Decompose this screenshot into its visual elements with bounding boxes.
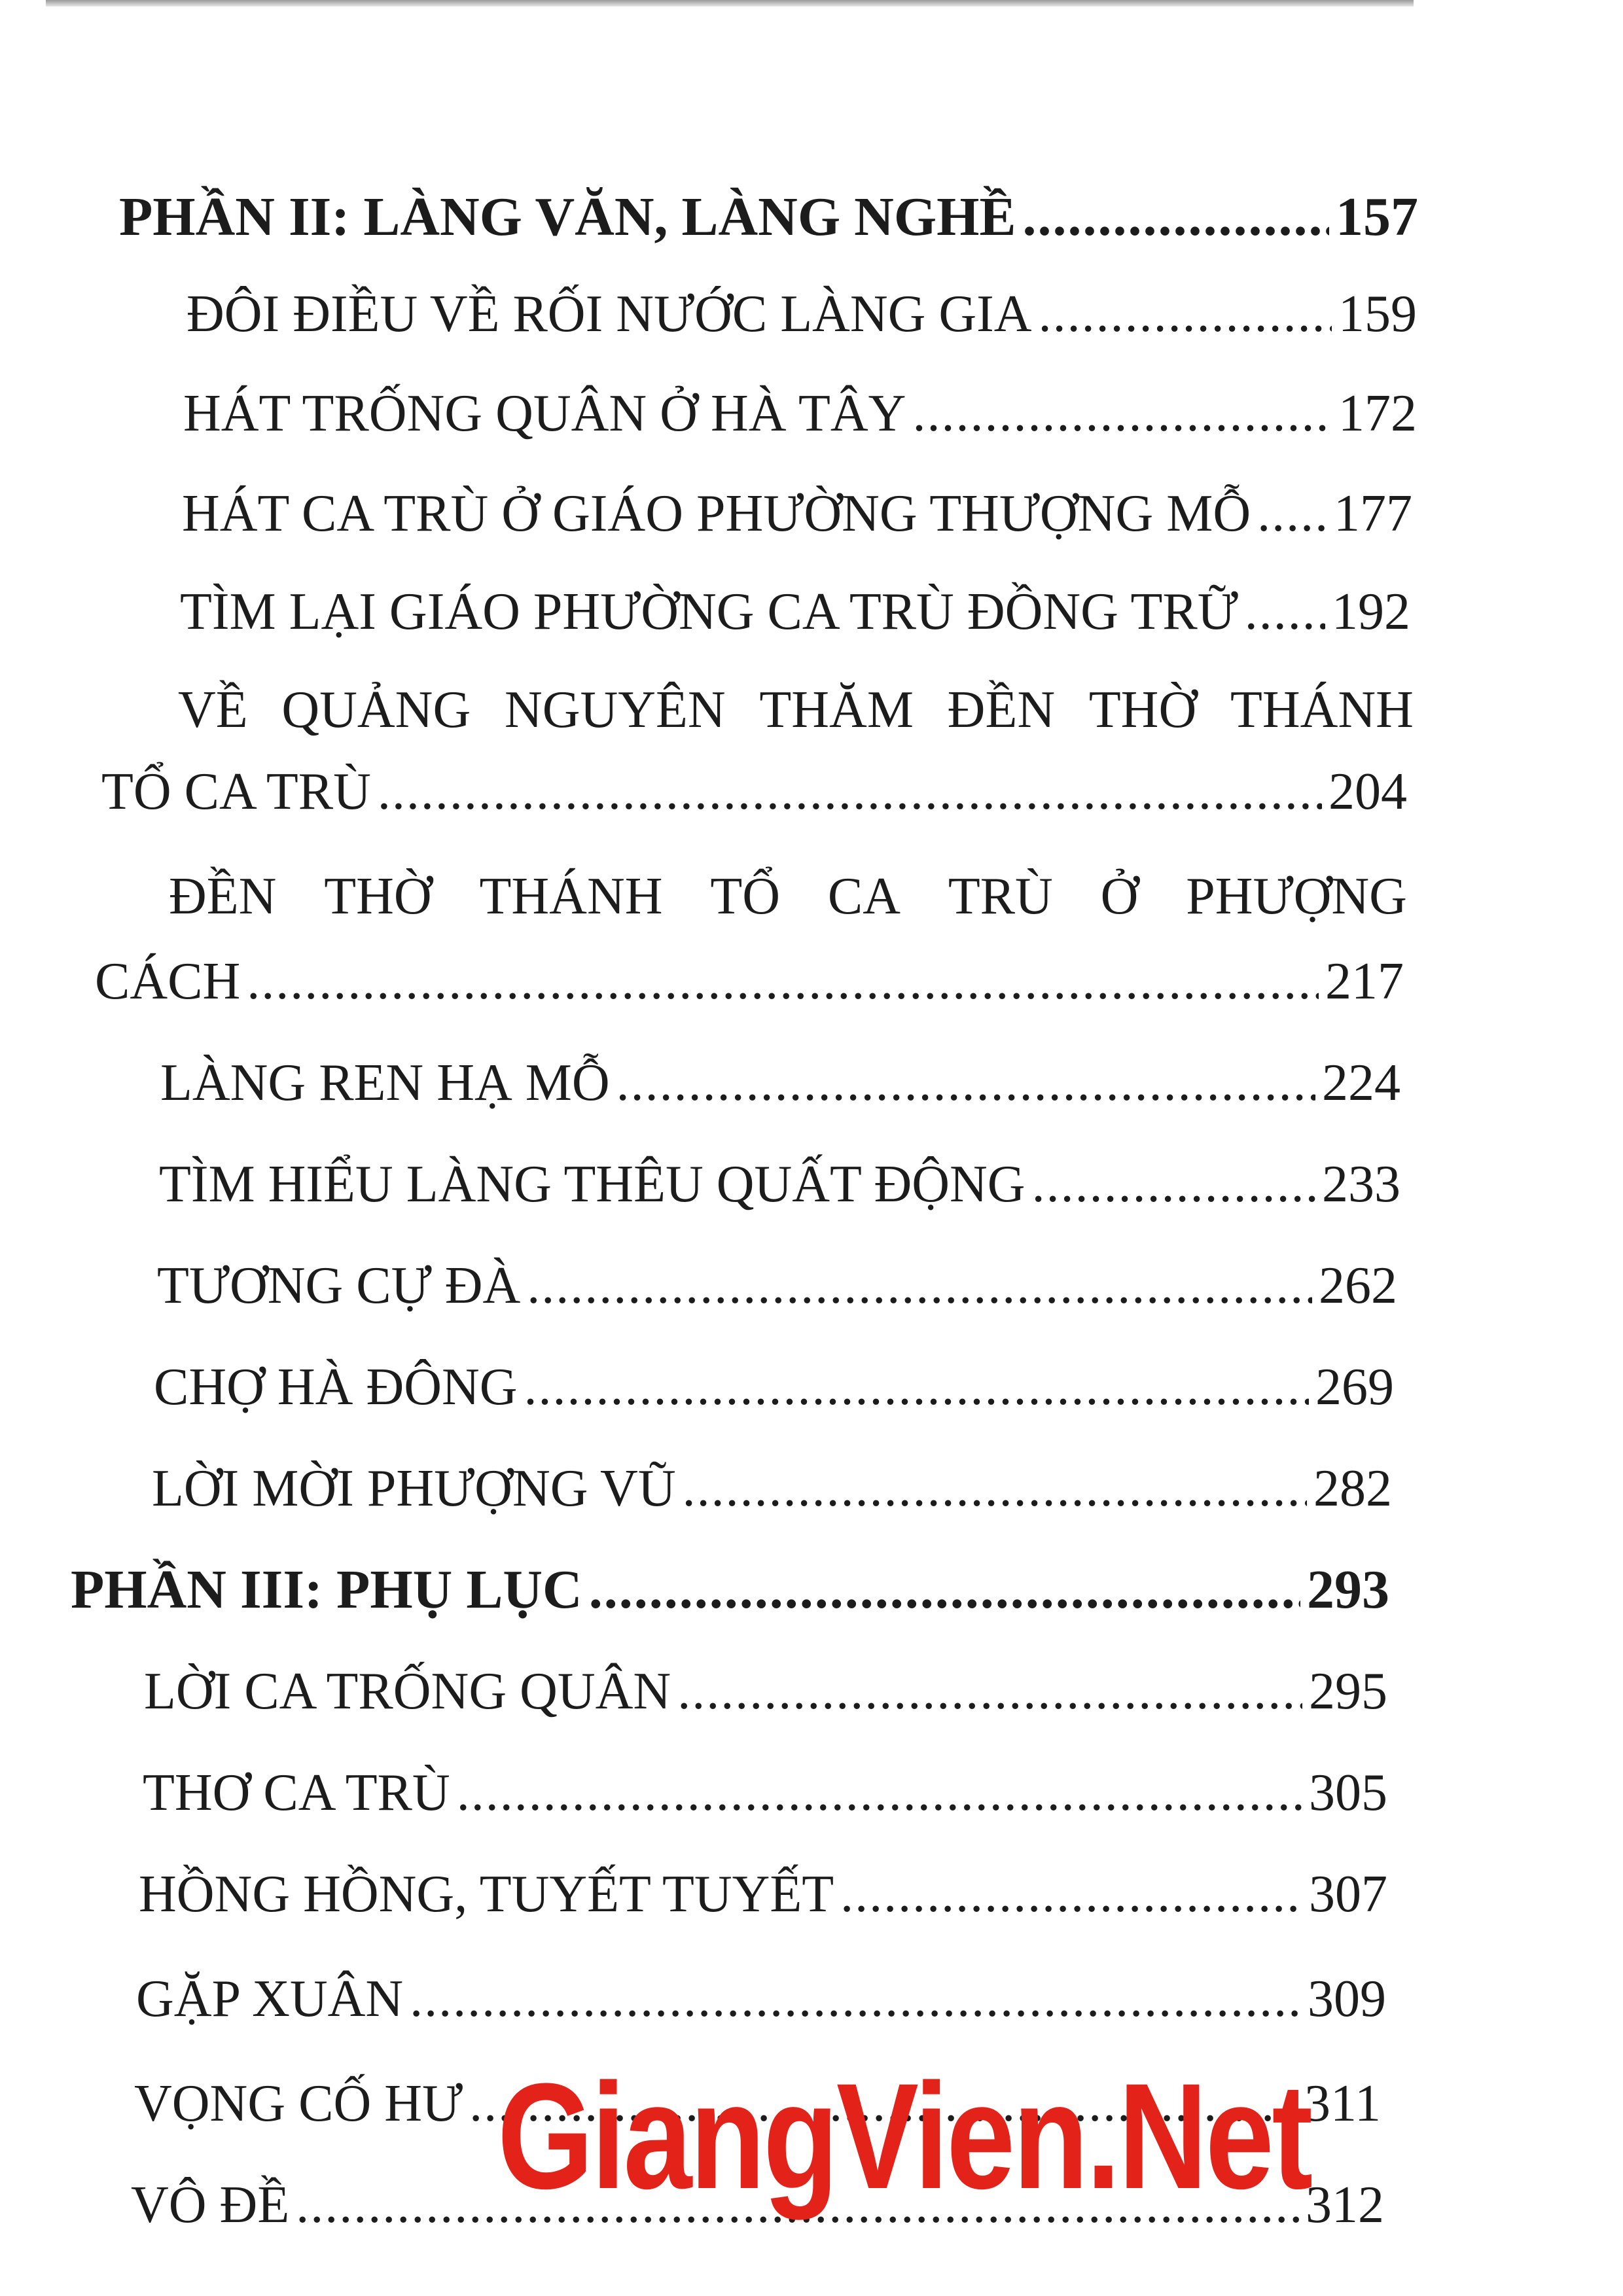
toc-entry	[180, 583, 1410, 641]
toc-entry	[143, 1764, 1387, 1822]
toc-entry-title: ĐÔI ĐIỀU VỀ RỐI NƯỚC LÀNG GIA	[187, 285, 1032, 343]
toc-part-heading	[119, 186, 1418, 247]
toc-entry-wrapped-line	[178, 681, 1414, 739]
toc-page-number: 172	[1338, 385, 1417, 442]
toc-entry-title: LỜI CA TRỐNG QUÂN	[144, 1663, 671, 1720]
word: NGUYÊN	[504, 681, 726, 739]
toc-page-number: 233	[1322, 1156, 1400, 1213]
toc-entry-title: THƠ CA TRÙ	[143, 1764, 450, 1822]
toc-entry-title: GẶP XUÂN	[136, 1970, 404, 2028]
toc-page-number: 293	[1307, 1559, 1389, 1620]
word: PHƯỢNG	[1186, 868, 1407, 925]
toc-entry	[101, 763, 1407, 821]
word: TRÙ	[948, 868, 1053, 925]
toc-part-heading	[71, 1559, 1389, 1620]
toc-page-number: 177	[1334, 485, 1412, 542]
toc-entry-title: LÀNG REN HẠ MỖ	[160, 1054, 610, 1112]
toc-page-number: 262	[1319, 1257, 1397, 1315]
toc-entry	[139, 1865, 1387, 1923]
toc-entry	[182, 487, 1412, 540]
toc-entry-title: VỌNG CỐ HƯ	[134, 2075, 463, 2132]
dot-leader	[912, 387, 1332, 440]
toc-entry-title: HÁT TRỐNG QUÂN Ở HÀ TÂY	[183, 385, 906, 442]
toc-page-number: 307	[1309, 1865, 1387, 1923]
word: ĐỀN	[947, 681, 1056, 739]
toc-entry	[159, 1156, 1400, 1213]
dot-leader	[457, 1767, 1302, 1819]
dot-leader	[677, 1665, 1302, 1718]
dot-leader	[616, 1057, 1315, 1109]
word: TỔ	[710, 868, 780, 925]
dot-leader	[527, 1260, 1312, 1312]
toc-page-number: 282	[1313, 1460, 1392, 1517]
toc-part-title: PHẦN III: PHỤ LỤC	[71, 1559, 582, 1620]
toc-entry	[154, 1358, 1394, 1416]
toc-page-number: 159	[1338, 285, 1417, 343]
toc-entry	[160, 1054, 1400, 1112]
toc-entry	[144, 1665, 1387, 1718]
toc-entry	[157, 1257, 1397, 1315]
word: QUẢNG	[281, 681, 471, 739]
toc-page-number: 312	[1306, 2176, 1384, 2234]
toc-entry	[187, 285, 1417, 343]
toc-entry-title: CHỢ HÀ ĐÔNG	[154, 1358, 518, 1416]
toc-page-number: 157	[1336, 186, 1418, 247]
dot-leader	[524, 1361, 1309, 1413]
dot-leader	[589, 1563, 1300, 1617]
toc-entry	[183, 387, 1417, 440]
dot-leader	[247, 955, 1319, 1008]
toc-entry-title: TƯƠNG CỰ ĐÀ	[157, 1257, 521, 1315]
word: THÁNH	[479, 868, 663, 925]
toc-entry-title: TÌM LẠI GIÁO PHƯỜNG CA TRÙ ĐỒNG TRỮ	[180, 583, 1238, 641]
word: Ở	[1100, 868, 1139, 925]
dot-leader	[1245, 586, 1325, 638]
dot-leader	[1257, 487, 1327, 540]
word: VỀ	[178, 681, 248, 739]
toc-entry	[152, 1462, 1392, 1515]
toc-entry-title: CÁCH	[95, 953, 241, 1010]
dot-leader	[683, 1462, 1307, 1515]
toc-entry-title: TỔ CA TRÙ	[101, 763, 371, 821]
toc-page-number: 204	[1329, 763, 1407, 821]
toc-part-title: PHẦN II: LÀNG VĂN, LÀNG NGHỀ	[119, 186, 1016, 247]
toc-entry-title: LỜI MỜI PHƯỢNG VŨ	[152, 1460, 676, 1517]
dot-leader	[1023, 190, 1329, 245]
toc-entry-title: HỒNG HỒNG, TUYẾT TUYẾT	[139, 1865, 834, 1923]
toc-page-number: 192	[1332, 583, 1410, 641]
toc-entry-wrapped-line	[169, 870, 1407, 923]
toc-entry-title: TÌM HIỂU LÀNG THÊU QUẤT ĐỘNG	[159, 1156, 1026, 1213]
toc-entry	[136, 1970, 1386, 2028]
dot-leader	[1032, 1158, 1315, 1210]
dot-leader	[410, 1973, 1301, 2025]
toc-page-number: 311	[1304, 2075, 1381, 2132]
dot-leader	[1039, 288, 1332, 340]
word: THỜ	[324, 868, 432, 925]
watermark-logo: GiangVien.Net	[497, 2052, 1311, 2220]
toc-page-number: 295	[1309, 1663, 1387, 1720]
word: CA	[827, 868, 901, 925]
dot-leader	[378, 766, 1322, 818]
toc-page-number: 217	[1325, 953, 1404, 1010]
toc-entry-title: VÔ ĐỀ	[131, 2176, 290, 2234]
word: ĐỀN	[169, 868, 277, 925]
word: THĂM	[759, 681, 914, 739]
word: THỜ	[1088, 681, 1197, 739]
toc-entry	[95, 955, 1404, 1008]
dot-leader	[840, 1868, 1302, 1920]
toc-page-number: 305	[1309, 1764, 1387, 1822]
toc-page-number: 309	[1308, 1970, 1386, 2028]
toc-page-number: 224	[1322, 1054, 1400, 1112]
toc-page-number: 269	[1315, 1358, 1394, 1416]
word: THÁNH	[1230, 681, 1414, 739]
toc-entry-title: HÁT CA TRÙ Ở GIÁO PHƯỜNG THƯỢNG MỖ	[182, 485, 1251, 542]
